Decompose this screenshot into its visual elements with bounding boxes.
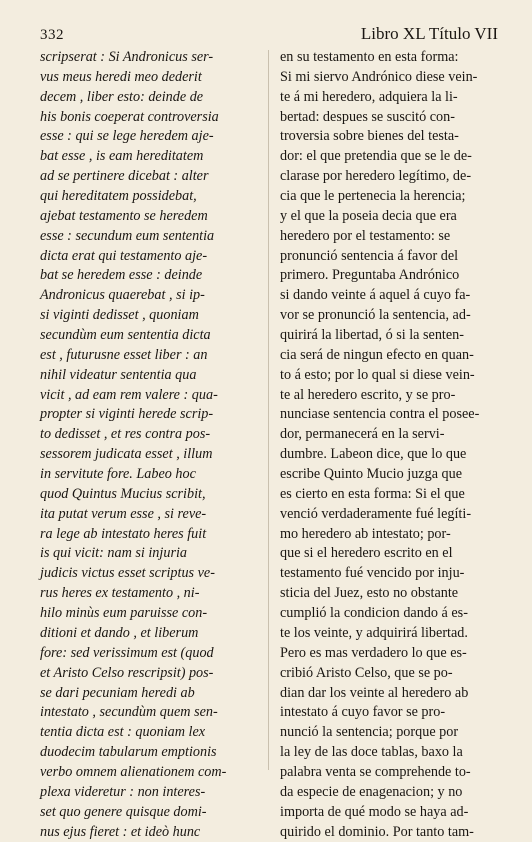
spanish-text-line: te los veinte, y adquirirá libertad.: [280, 624, 468, 641]
spanish-text-line: vor se pronunció la sentencia, ad-: [280, 307, 471, 324]
spanish-text-line: escribe Quinto Mucio juzga que: [280, 466, 463, 483]
spanish-text-line: palabra venta se comprehende to-: [280, 763, 471, 780]
latin-text-line: secundùm eum sententia dicta: [40, 327, 211, 344]
page-number: 332: [40, 27, 64, 43]
latin-text-line: set quo genere quisque domi-: [40, 803, 207, 820]
spanish-column: [280, 48, 514, 842]
latin-text-line: ditioni et dando , et liberum: [40, 624, 199, 641]
latin-text-line: quod Quintus Mucius scribit,: [40, 485, 206, 502]
spanish-text-line: y el que la poseia decia que era: [280, 207, 457, 224]
spanish-text-line: en su testamento en esta forma:: [280, 49, 459, 65]
latin-text-line: esse : qui se lege heredem aje-: [40, 128, 214, 145]
latin-text-line: tentia dicta est : quoniam lex: [40, 724, 206, 741]
latin-text-line: to dedisset , et res contra pos-: [40, 426, 211, 443]
spanish-text-line: te á mi heredero, adquiera la li-: [280, 88, 458, 105]
spanish-text-line: dor: el que pretendia que se le de-: [280, 148, 472, 165]
latin-text-line: hilo minùs eum paruisse con-: [40, 605, 208, 622]
latin-text-line: dicta erat qui testamento aje-: [40, 247, 208, 264]
latin-text-line: bat esse , is eam hereditatem: [40, 148, 204, 165]
spanish-text-line: dor, permanecerá en la servi-: [280, 426, 445, 443]
latin-text-line: ra lege ab intestato heres fuit: [40, 525, 207, 542]
latin-text-line: his bonis coeperat controversia: [40, 108, 219, 125]
latin-text-line: bat se heredem esse : deinde: [40, 267, 203, 284]
spanish-text-line: la ley de las doce tablas, baxo la: [280, 744, 463, 761]
spanish-text-line: mo heredero ab intestato; por-: [280, 525, 451, 542]
latin-text-line: se dari pecuniam heredi ab: [40, 684, 195, 701]
spanish-text-line: quirirá la libertad, ó si la senten-: [280, 327, 464, 344]
latin-text-line: ad se pertinere dicebat : alter: [40, 168, 209, 185]
latin-text-line: in servitute fore. Labeo hoc: [40, 466, 196, 483]
latin-text-line: is qui vicit: nam si injuria: [40, 545, 187, 562]
latin-text-line: duodecim tabularum emptionis: [40, 744, 217, 761]
latin-text-line: et Aristo Celso rescripsit) pos-: [40, 664, 214, 681]
latin-text-line: sessorem judicata esset , illum: [40, 446, 213, 463]
spanish-text-line: troversia sobre bienes del testa-: [280, 128, 459, 145]
spanish-text-line: pronunció sentencia á favor del: [280, 247, 459, 264]
spanish-text-line: cia que le pertenecia la herencia;: [280, 188, 466, 205]
latin-text-line: fore: sed verissimum est (quod: [40, 644, 214, 661]
spanish-text-line: importa de qué modo se haya ad-: [280, 803, 469, 820]
latin-text-line: Andronicus quaerebat , si ip-: [40, 287, 205, 304]
latin-text-line: ajebat testamento se heredem: [40, 207, 208, 224]
spanish-text-line: dian dar los veinte al heredero ab: [280, 684, 469, 701]
spanish-text-line: Si mi siervo Andrónico diese vein-: [280, 68, 478, 85]
latin-text-line: propter si viginti herede scrip-: [40, 406, 214, 423]
page-header: [40, 24, 498, 48]
spanish-text-line: clarase por heredero legítimo, de-: [280, 168, 472, 185]
spanish-text-line: cumplió la condicion dando á es-: [280, 605, 468, 622]
latin-text-line: vicit , ad eam rem valere : qua-: [40, 386, 218, 403]
spanish-text-line: es cierto en esta forma: Si el que: [280, 485, 465, 502]
latin-text-line: ita putat verum esse , si reve-: [40, 505, 207, 522]
spanish-text-line: te al heredero escrito, y se pro-: [280, 386, 456, 403]
latin-text-line: est , futurusne esset liber : an: [40, 346, 208, 363]
spanish-text-line: dumbre. Labeon dice, que lo que: [280, 446, 467, 463]
latin-text-line: intestato , secundùm quem sen-: [40, 704, 218, 721]
spanish-text-line: si dando veinte á aquel á cuyo fa-: [280, 287, 471, 304]
spanish-text-line: sticia del Juez, esto no obstante: [280, 585, 459, 602]
latin-text-line: esse : secundum eum sententia: [40, 227, 215, 244]
latin-text-line: vus meus heredi meo dederit: [40, 68, 202, 85]
latin-text-line: verbo omnem alienationem com-: [40, 763, 227, 780]
spanish-text-line: testamento fué vencido por inju-: [280, 565, 465, 582]
spanish-text-line: da especie de enagenacion; y no: [280, 783, 463, 800]
latin-text-line: decem , liber esto: deinde de: [40, 88, 204, 105]
latin-text-line: si viginti dedisset , quoniam: [40, 307, 199, 324]
spanish-text-line: venció verdaderamente fué legíti-: [280, 505, 472, 522]
spanish-text-line: primero. Preguntaba Andrónico: [280, 267, 460, 284]
spanish-text-line: que si el heredero escrito en el: [280, 545, 453, 562]
spanish-text-line: heredero por el testamento: se: [280, 227, 451, 244]
latin-text-line: nihil videatur sententia qua: [40, 366, 197, 383]
spanish-text-line: cribió Aristo Celso, que se po-: [280, 664, 453, 681]
spanish-text-line: Pero es mas verdadero lo que es-: [280, 644, 467, 661]
spanish-text-line: cia será de ningun efecto en quan-: [280, 346, 474, 363]
spanish-text-line: intestato á cuyo favor se pro-: [280, 704, 446, 721]
spanish-text-line: to á esto; por lo qual si diese vein-: [280, 366, 475, 383]
latin-text-line: rus heres ex testamento , ni-: [40, 585, 200, 602]
spanish-text-line: nunció la sentencia; porque por: [280, 724, 459, 741]
latin-column: [40, 48, 272, 842]
latin-text-line: judicis victus esset scriptus ve-: [40, 565, 215, 582]
spanish-text-line: quirido el dominio. Por tanto tam-: [280, 823, 474, 840]
latin-text-line: qui hereditatem possidebat,: [40, 188, 197, 205]
running-title: Libro XL Título VII: [360, 24, 498, 43]
spanish-text-line: nunciase sentencia contra el posee-: [280, 406, 480, 423]
spanish-text-line: bertad: despues se suscitó con-: [280, 108, 455, 125]
latin-text-line: nus ejus fieret : et ideò hunc: [40, 823, 201, 840]
latin-text-line: plexa videretur : non interes-: [40, 783, 206, 800]
latin-text-line: scripserat : Si Andronicus ser-: [40, 49, 214, 65]
